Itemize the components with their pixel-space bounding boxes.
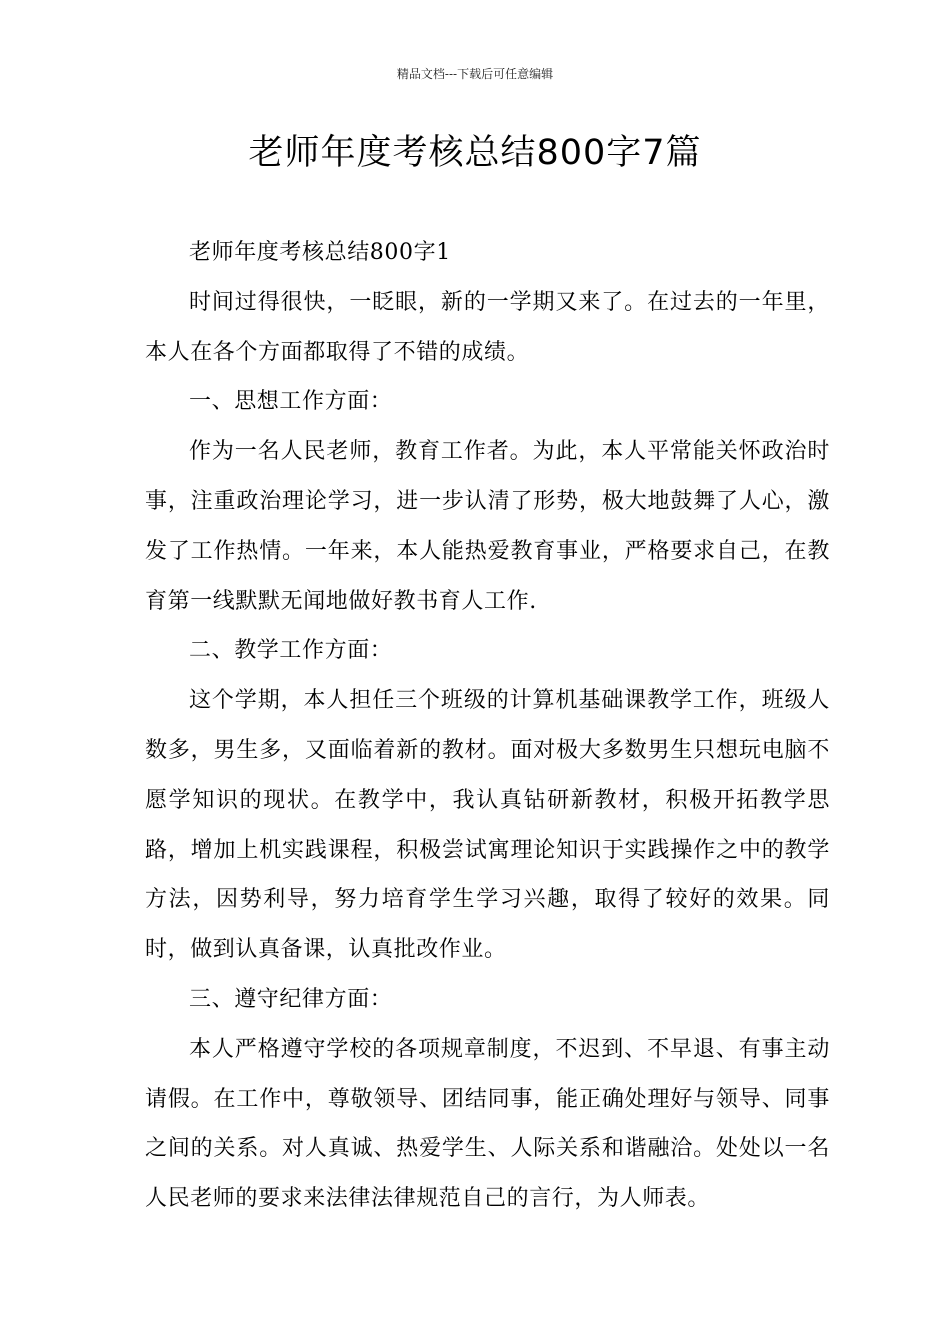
document-body [145, 228, 830, 1224]
discipline-paragraph: 本人严格遵守学校的各项规章制度，不迟到、不早退、有事主动请假。在工作中，尊敬领导、团结同事，能正确处理好与领导、同事之间的关系。对人真诚、热爱学生、人际关系和谐融洽。处处以一名人民老师的要求来法律法律规范自己的言行，为人师表。 [145, 1036, 830, 1212]
section-heading-discipline: 三、遵守纪律方面： [189, 986, 393, 1012]
section-heading-thought: 一、思想工作方面： [189, 389, 393, 415]
intro-paragraph: 时间过得很快，一眨眼，新的一学期又来了。在过去的一年里，本人在各个方面都取得了不错的成绩。 [145, 289, 830, 365]
section-subtitle: 老师年度考核总结800字1 [189, 240, 451, 265]
document-title: 老师年度考核总结800字7篇 [248, 133, 702, 173]
section-heading-teaching: 二、教学工作方面： [189, 638, 393, 664]
thought-paragraph: 作为一名人民老师，教育工作者。为此，本人平常能关怀政治时事，注重政治理论学习，进一步认清了形势，极大地鼓舞了人心，激发了工作热情。一年来，本人能热爱教育事业，严格要求自己，在教育第一线默默无闻地做好教书育人工作. [145, 439, 830, 614]
teaching-paragraph: 这个学期，本人担任三个班级的计算机基础课教学工作，班级人数多，男生多，又面临着新的教材。面对极大多数男生只想玩电脑不愿学知识的现状。在教学中，我认真钻研新教材，积极开拓教学思路，增加上机实践课程，积极尝试寓理论知识于实践操作之中的教学方法，因势利导，努力培育学生学习兴趣，取得了较好的效果。同时，做到认真备课，认真批改作业。 [145, 688, 830, 963]
header-note: 精品文档---下载后可任意编辑 [396, 67, 554, 81]
